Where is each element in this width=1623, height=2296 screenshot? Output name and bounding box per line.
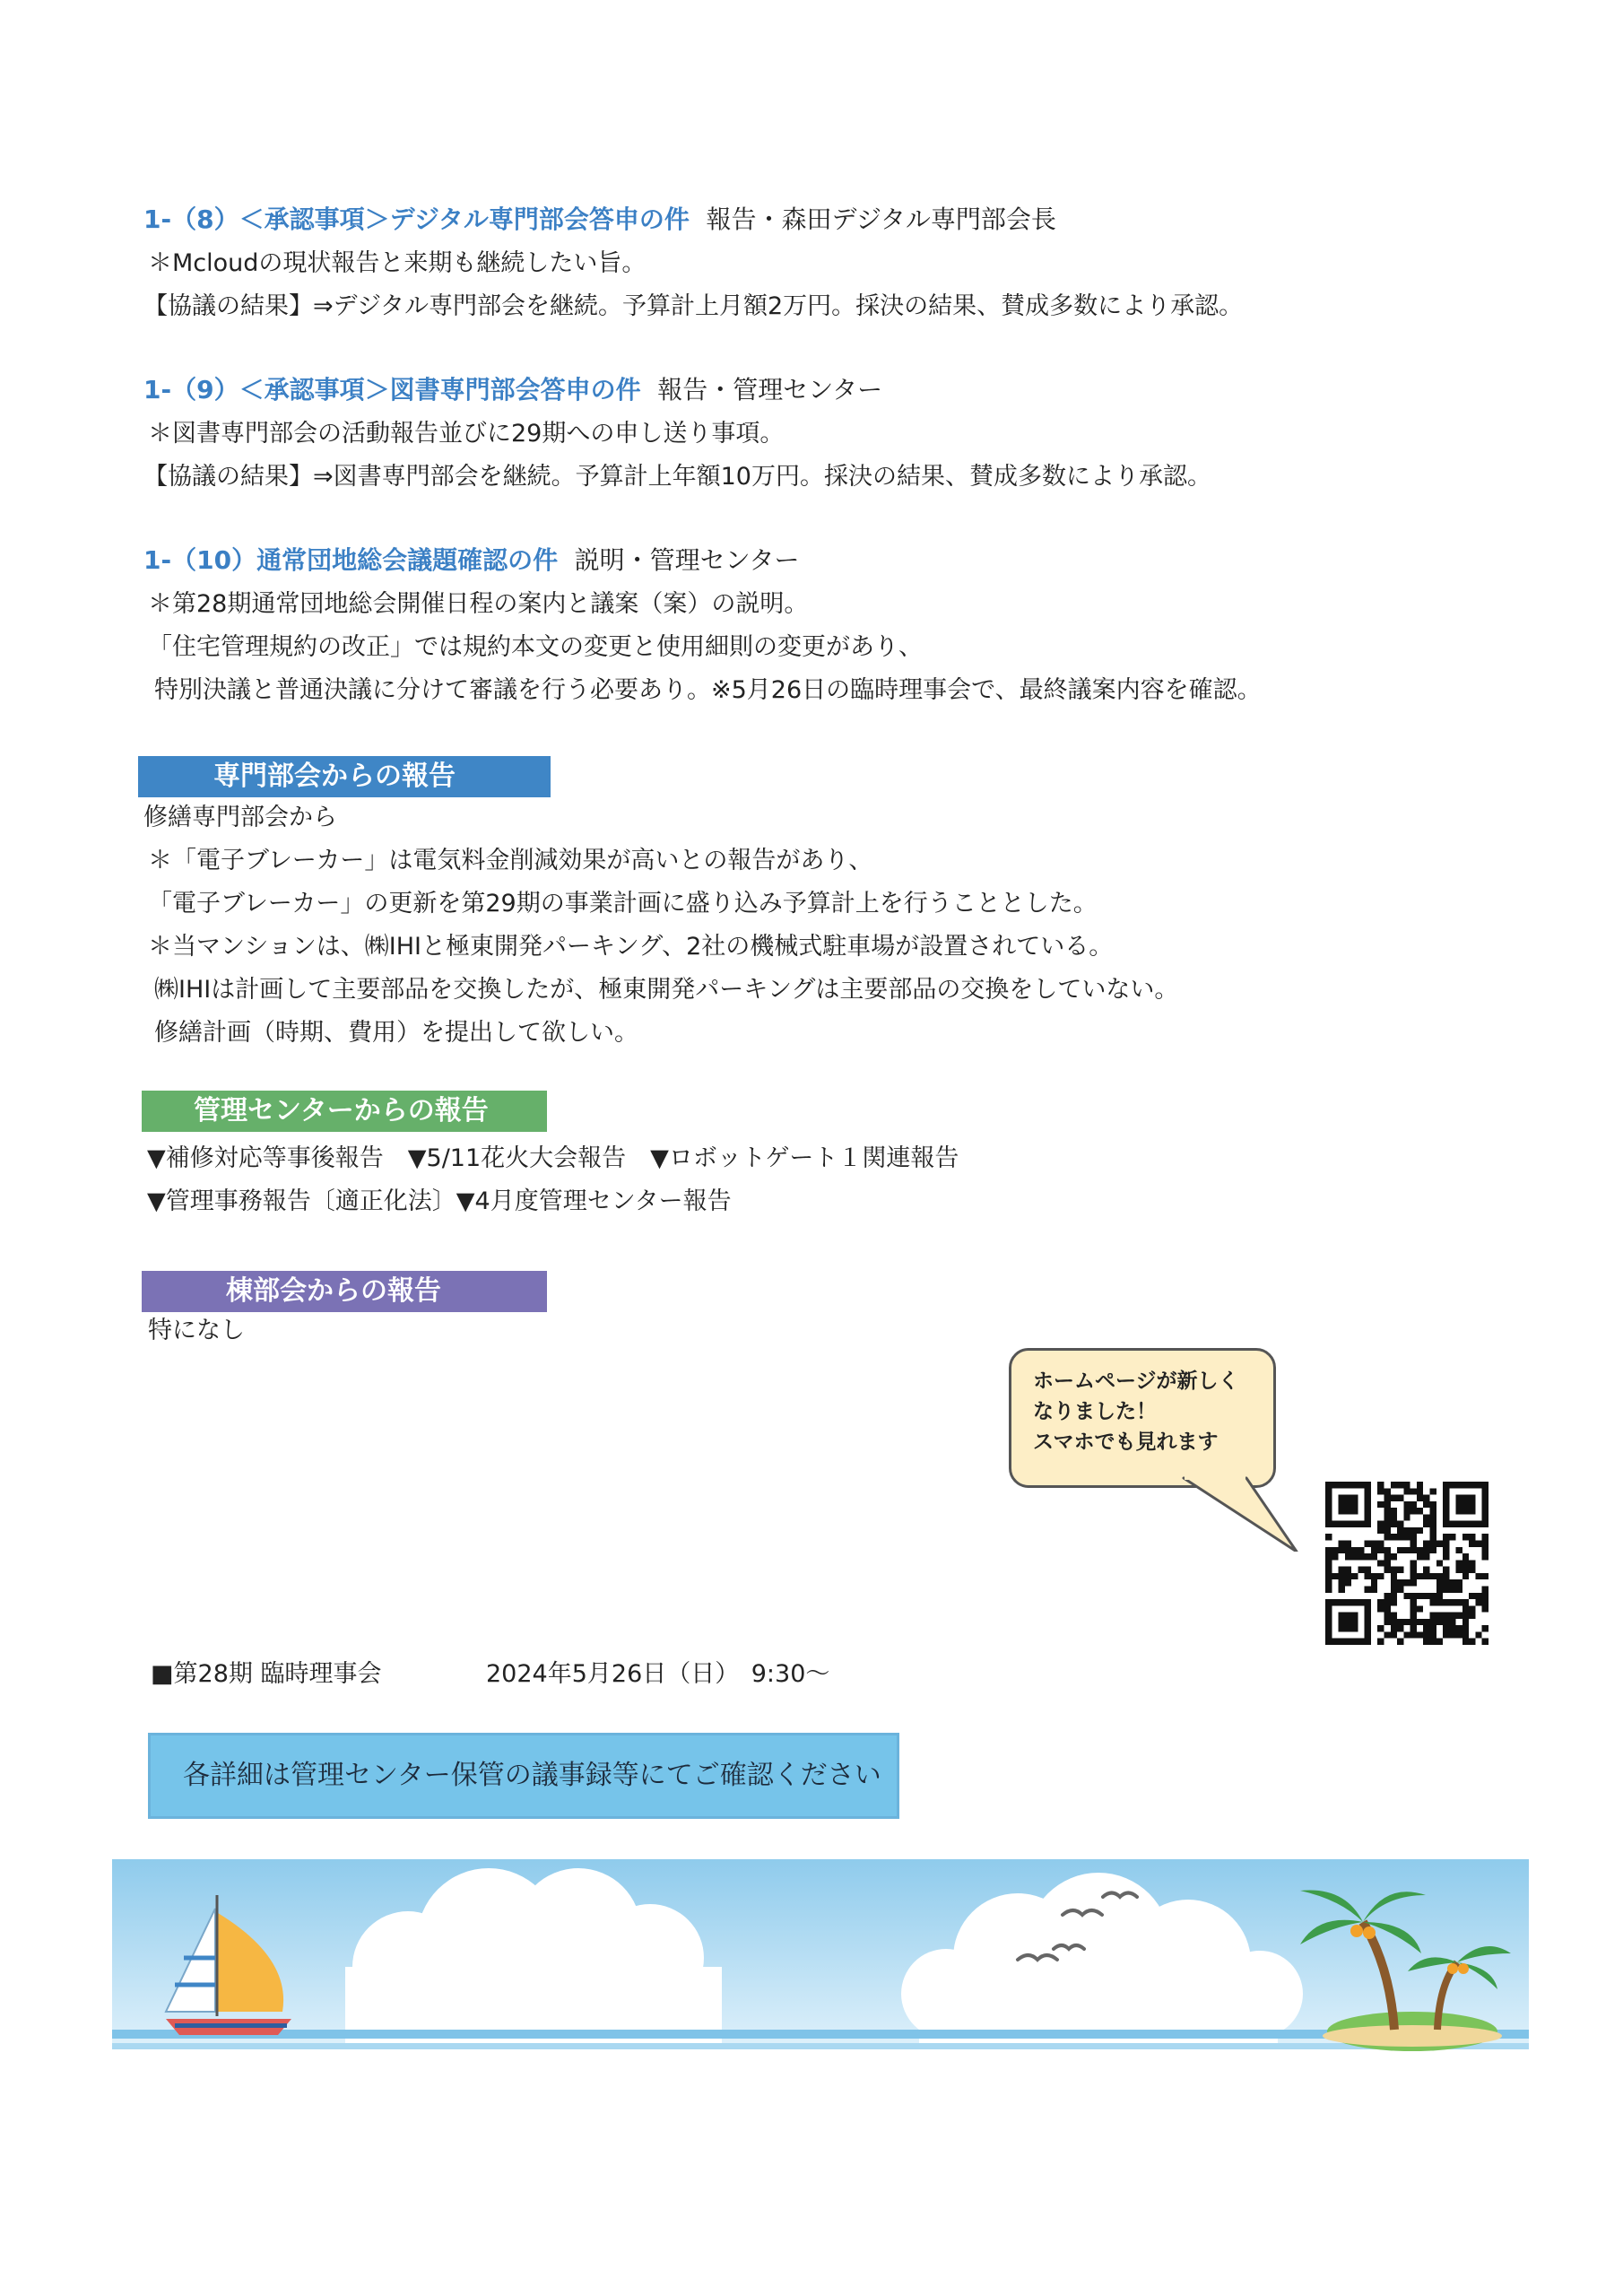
item-10-heading bbox=[143, 545, 800, 577]
building-report-heading-text: 棟部会からの報告 bbox=[226, 1275, 441, 1307]
building-line-1: 特になし bbox=[148, 1317, 245, 1344]
center-line-1: ▼補修対応等事後報告 ▼5/11花火大会報告 ▼ロボットゲート１関連報告 bbox=[147, 1144, 959, 1172]
committee-line-6: 修繕計画（時期、費用）を提出して欲しい。 bbox=[154, 1019, 638, 1047]
bubble-line-1: ホームページが新しく bbox=[1033, 1370, 1239, 1393]
details-notice-text: 各詳細は管理センター保管の議事録等にてご確認ください bbox=[183, 1760, 881, 1791]
committee-line-1: 修繕専門部会から bbox=[143, 804, 337, 831]
committee-line-3: 「電子ブレーカー」の更新を第29期の事業計画に盛り込み予算計上を行うこととした。 bbox=[148, 890, 1098, 918]
item-10-line-2: 「住宅管理規約の改正」では規約本文の変更と使用細則の変更があり、 bbox=[148, 633, 923, 661]
bubble-line-2: なりました！ bbox=[1033, 1400, 1157, 1423]
item-10-reporter: 説明・管理センター bbox=[574, 545, 800, 575]
details-notice-box bbox=[148, 1733, 899, 1819]
item-8-heading bbox=[143, 204, 1056, 236]
committee-report-heading bbox=[138, 756, 551, 797]
committee-report-heading-text: 専門部会からの報告 bbox=[213, 761, 456, 792]
meeting-datetime: 2024年5月26日（日） 9:30～ bbox=[486, 1660, 830, 1688]
item-8-line-1: ＊Mcloudの現状報告と来期も継続したい旨。 bbox=[148, 249, 647, 277]
committee-line-4: ＊当マンションは、㈱IHIと極東開発パーキング、2社の機械式駐車場が設置されている。 bbox=[148, 933, 1114, 961]
item-10-line-1: ＊第28期通常団地総会開催日程の案内と議案（案）の説明。 bbox=[148, 590, 809, 618]
item-10-line-3: 特別決議と普通決議に分けて審議を行う必要あり。※5月26日の臨時理事会で、最終議案内容を確認。 bbox=[154, 676, 1262, 704]
item-8-reporter: 報告・森田デジタル専門部会長 bbox=[706, 204, 1056, 234]
qr-code-icon[interactable] bbox=[1325, 1482, 1488, 1645]
item-9-heading bbox=[143, 375, 882, 406]
committee-line-5: ㈱IHIは計画して主要部品を交換したが、極東開発パーキングは主要部品の交換をしていない。 bbox=[154, 976, 1179, 1004]
item-9-title: 1-（9）＜承認事項＞図書専門部会答申の件 bbox=[143, 375, 641, 404]
beach-illustration bbox=[112, 1859, 1529, 2057]
meeting-label: ■第28期 臨時理事会 bbox=[151, 1660, 382, 1688]
building-report-heading bbox=[142, 1271, 547, 1312]
item-8-line-2: 【協議の結果】⇒デジタル専門部会を継続。予算計上月額2万円。採決の結果、賛成多数により承認。 bbox=[143, 292, 1244, 320]
committee-line-2: ＊「電子ブレーカー」は電気料金削減効果が高いとの報告があり、 bbox=[148, 847, 873, 874]
item-8-title: 1-（8）＜承認事項＞デジタル専門部会答申の件 bbox=[143, 204, 690, 234]
center-line-2: ▼管理事務報告〔適正化法〕▼4月度管理センター報告 bbox=[147, 1187, 732, 1215]
item-9-line-2: 【協議の結果】⇒図書専門部会を継続。予算計上年額10万円。採決の結果、賛成多数により承認。 bbox=[143, 463, 1211, 491]
center-report-heading-text: 管理センターからの報告 bbox=[194, 1095, 489, 1126]
speech-bubble-tail bbox=[1166, 1471, 1318, 1552]
item-10-title: 1-（10）通常団地総会議題確認の件 bbox=[143, 545, 559, 575]
center-report-heading bbox=[142, 1091, 547, 1132]
item-9-line-1: ＊図書専門部会の活動報告並びに29期への申し送り事項。 bbox=[148, 420, 785, 448]
bubble-line-3: スマホでも見れます bbox=[1033, 1431, 1219, 1454]
item-9-reporter: 報告・管理センター bbox=[657, 375, 883, 404]
